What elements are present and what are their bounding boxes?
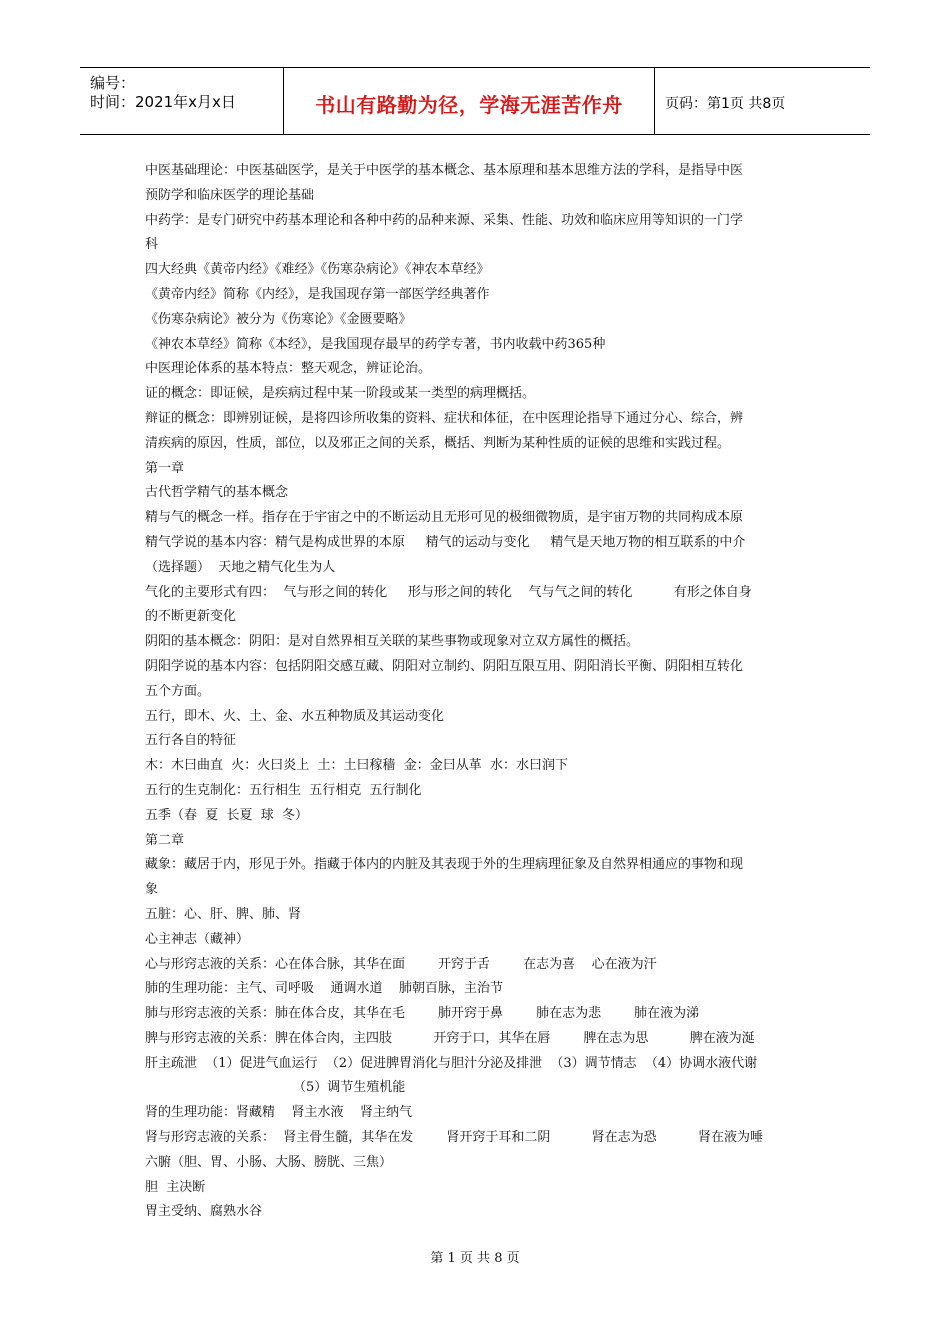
body-line: 五季（春 夏 长夏 球 冬） xyxy=(145,807,309,823)
body-line: 《伤寒杂病论》被分为《伤寒论》《金匮要略》 xyxy=(145,311,412,327)
body-line: 藏象：藏居于内，形见于外。指藏于体内的内脏及其表现于外的生理病理征象及自然界相通应的事物和现 xyxy=(145,857,744,873)
chapter-heading: 第二章 xyxy=(145,832,185,848)
body-line: 胆 主决断 xyxy=(145,1179,206,1195)
body-line: 脾与形窍志液的关系：脾在体合肉，主四肢 开窍于口，其华在唇 脾在志为思 脾在液为涎 xyxy=(145,1030,755,1046)
document-date-label: 时间：2021年x月x日 xyxy=(90,93,236,111)
body-line: 象 xyxy=(145,882,159,898)
body-line: 证的概念：即证候，是疾病过程中某一阶段或某一类型的病理概括。 xyxy=(145,386,536,402)
body-line: 《神农本草经》简称《本经》，是我国现存最早的药学专著，书内收载中药365种 xyxy=(145,336,606,352)
body-line: 肺与形窍志液的关系：肺在体合皮，其华在毛 肺开窍于鼻 肺在志为悲 肺在液为涕 xyxy=(145,1006,700,1022)
body-line: 气化的主要形式有四： 气与形之间的转化 形与形之间的转化 气与气之间的转化 有形之体自身 xyxy=(145,584,752,600)
body-line: 辩证的概念：即辨别证候，是将四诊所收集的资料、症状和体征，在中医理论指导下通过分心、综合，辨 xyxy=(145,410,744,426)
body-line: 心与形窍志液的关系：心在体合脉，其华在面 开窍于舌 在志为喜 心在液为汗 xyxy=(145,956,657,972)
body-line: 心主神志（藏神） xyxy=(145,931,250,947)
chapter-heading: 第一章 xyxy=(145,460,185,476)
body-line: 中医基础理论：中医基础医学，是关于中医学的基本概念、基本原理和基本思维方法的学科，是指导中医 xyxy=(145,163,744,178)
document-body xyxy=(145,159,810,1225)
body-line: 精气学说的基本内容：精气是构成世界的本原 精气的运动与变化 精气是天地万物的相互联系的中介 xyxy=(145,534,746,550)
body-line: 胃主受纳、腐熟水谷 xyxy=(145,1204,263,1220)
header-meta xyxy=(90,74,236,112)
page-footer: 第 1 页 共 8 页 xyxy=(430,1251,520,1266)
body-line: 五脏：心、肝、脾、肺、肾 xyxy=(145,906,302,922)
body-line: 六腑（胆、胃、小肠、大肠、膀胱、三焦） xyxy=(145,1154,393,1170)
body-line: 肾的生理功能：肾藏精 肾主水液 肾主纳气 xyxy=(145,1105,413,1121)
body-line: 科 xyxy=(145,237,159,253)
body-line: 阴阳学说的基本内容：包括阴阳交感互藏、阴阳对立制约、阴阳互限互用、阴阳消长平衡、阴阳相互转化 xyxy=(145,658,744,674)
page-header xyxy=(80,67,870,135)
section-heading: 古代哲学精气的基本概念 xyxy=(145,485,289,501)
body-line: 预防学和临床医学的理论基础 xyxy=(145,187,315,203)
header-divider-right xyxy=(654,68,655,134)
body-line: 四大经典《黄帝内经》《难经》《伤寒杂病论》《神农本草经》 xyxy=(145,262,490,278)
body-line: 中医理论体系的基本特点：整天观念，辨证论治。 xyxy=(145,361,432,377)
header-page-number: 页码：第1页 共8页 xyxy=(665,96,786,112)
body-line: 五行各自的特征 xyxy=(145,733,237,749)
body-line: 的不断更新变化 xyxy=(145,609,237,625)
header-motto: 书山有路勤为径，学海无涯苦作舟 xyxy=(315,93,623,117)
body-line: 肺的生理功能：主气、司呼吸 通调水道 肺朝百脉，主治节 xyxy=(145,981,504,997)
body-line: 肾与形窍志液的关系： 肾主骨生髓，其华在发 肾开窍于耳和二阴 肾在志为恐 肾在液为唾 xyxy=(145,1130,763,1146)
body-line: 精与气的概念一样。指存在于宇宙之中的不断运动且无形可见的极细微物质，是宇宙万物的共同构成本原 xyxy=(145,510,744,526)
document-number-label: 编号： xyxy=(90,74,136,92)
body-line: 木：木曰曲直 火：火曰炎上 土：土曰稼穑 金：金曰从革 水：水曰润下 xyxy=(145,758,569,774)
body-line: 五个方面。 xyxy=(145,683,211,699)
body-line-indented: （5）调节生殖机能 xyxy=(293,1080,406,1096)
body-line: （选择题） 天地之精气化生为人 xyxy=(145,559,336,575)
body-line: 阴阳的基本概念：阴阳：是对自然界相互关联的某些事物或现象对立双方属性的概括。 xyxy=(145,634,640,650)
body-line: 五行，即木、火、土、金、水五种物质及其运动变化 xyxy=(145,708,445,724)
body-line: 中药学：是专门研究中药基本理论和各种中药的品种来源、采集、性能、功效和临床应用等知识的一门学 xyxy=(145,212,744,228)
body-line: 肝主疏泄 （1）促进气血运行 （2）促进脾胃消化与胆汁分泌及排泄 （3）调节情志 （4）协调水液代谢 xyxy=(145,1055,758,1071)
body-line: 清疾病的原因，性质，部位，以及邪正之间的关系，概括、判断为某种性质的证候的思维和实践过程。 xyxy=(145,435,731,451)
body-line: 《黄帝内经》简称《内经》，是我国现存第一部医学经典著作 xyxy=(145,286,490,302)
body-line: 五行的生克制化：五行相生 五行相克 五行制化 xyxy=(145,782,422,798)
